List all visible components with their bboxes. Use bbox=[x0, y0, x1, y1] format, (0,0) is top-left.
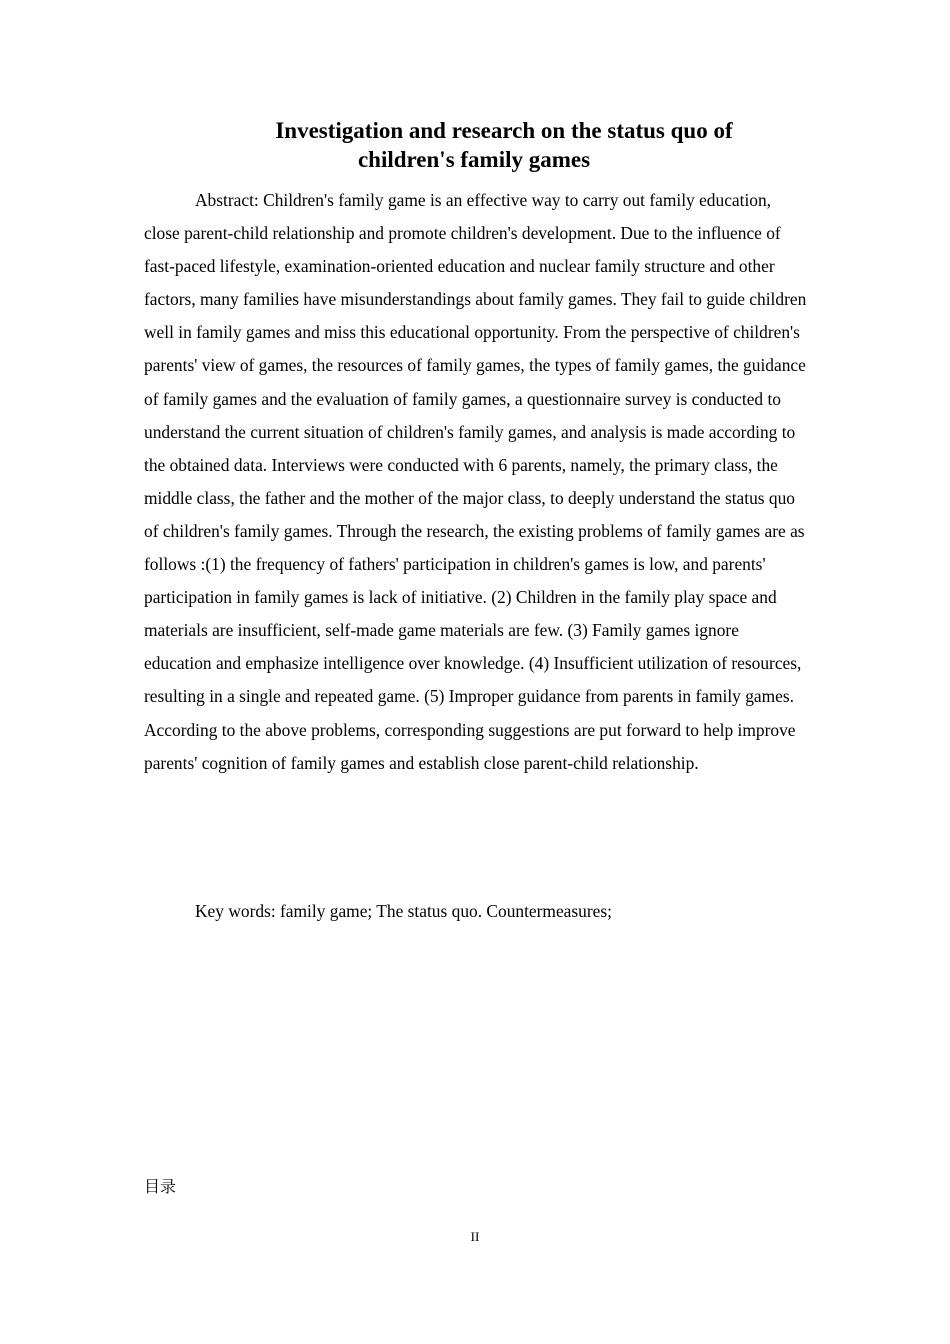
page-number: II bbox=[470, 1229, 480, 1244]
keywords-line: Key words: family game; The status quo. Countermeasures; bbox=[195, 901, 612, 921]
document-title bbox=[144, 116, 804, 174]
abstract-paragraph: Abstract: Children's family game is an effective way to carry out family education, close parent-child relationship and promote children's development. Due to the influence of fast-paced lifestyle, examination-oriented education and nuclear family structure and other factors, many families have misunderstandings about family games. They fail to guide children well in family games and miss this educational opportunity. From the perspective of children's parents' view of games, the resources of family games, the types of family games, the guidance of family games and the evaluation of family games, a questionnaire survey is conducted to understand the current situation of children's family games, and analysis is made according to the obtained data. Interviews were conducted with 6 parents, namely, the primary class, the middle class, the father and the mother of the major class, to deeply understand the status quo of children's family games. Through the research, the existing problems of family games are as follows :(1) the frequency of fathers' participation in children's games is low, and parents' participation in family games is lack of initiative. (2) Children in the family play space and materials are insufficient, self-made game materials are few. (3) Family games ignore education and emphasize intelligence over knowledge. (4) Insufficient utilization of resources, resulting in a single and repeated game. (5) Improper guidance from parents in family games. According to the above problems, corresponding suggestions are put forward to help improve parents' cognition of family games and establish close parent-child relationship. bbox=[144, 190, 807, 773]
toc-heading: 目录 bbox=[144, 1177, 177, 1196]
title-line-1: Investigation and research on the status quo of bbox=[275, 118, 733, 143]
title-line-2: children's family games bbox=[357, 147, 591, 172]
